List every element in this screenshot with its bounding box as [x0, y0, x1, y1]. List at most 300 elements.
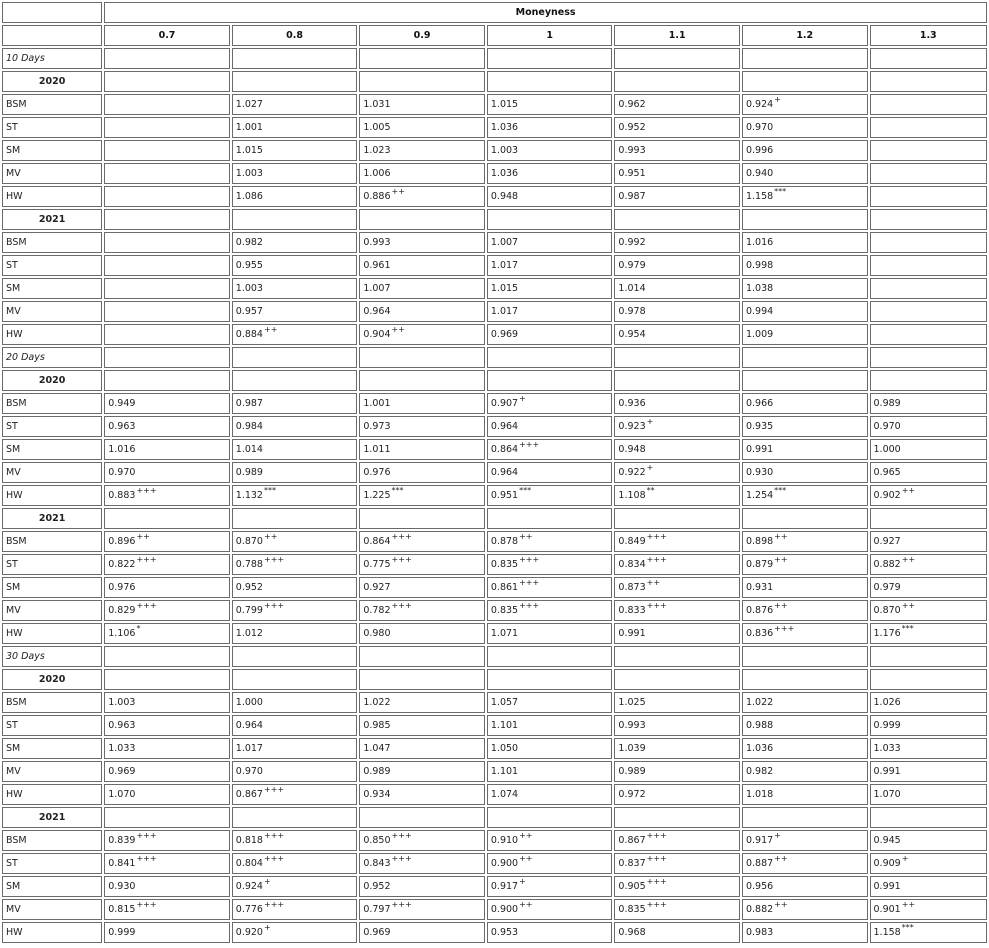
value-cell: 1.033 [870, 738, 987, 759]
model-label: MV [2, 462, 102, 483]
model-label: MV [2, 899, 102, 920]
value-cell: 0.952 [359, 876, 485, 897]
table-row [2, 577, 987, 598]
model-label: MV [2, 301, 102, 322]
value-cell: 1.015 [487, 94, 613, 115]
empty-cell [104, 347, 230, 368]
value-cell: 1.036 [487, 163, 613, 184]
header-moneyness: Moneyness [104, 2, 987, 23]
model-label: ST [2, 853, 102, 874]
value-cell: 1.003 [232, 278, 358, 299]
table-row [2, 163, 987, 184]
value-cell: 0.818+++ [232, 830, 358, 851]
model-label: BSM [2, 393, 102, 414]
value-cell: 1.026 [870, 692, 987, 713]
value-cell: 0.870++ [232, 531, 358, 552]
table-body [2, 48, 987, 943]
value-cell: 0.804+++ [232, 853, 358, 874]
empty-cell [487, 669, 613, 690]
model-label: BSM [2, 94, 102, 115]
table-row [2, 278, 987, 299]
value-cell: 0.864+++ [487, 439, 613, 460]
value-cell: 0.867+++ [614, 830, 740, 851]
value-cell: 0.870++ [870, 600, 987, 621]
value-cell: 1.005 [359, 117, 485, 138]
table-row [2, 623, 987, 644]
value-cell: 0.861+++ [487, 577, 613, 598]
value-cell: 0.985 [359, 715, 485, 736]
empty-cell [104, 71, 230, 92]
table-row [2, 600, 987, 621]
empty-cell [742, 209, 868, 230]
value-cell: 0.989 [232, 462, 358, 483]
table-row [2, 485, 987, 506]
empty-cell [614, 646, 740, 667]
value-cell: 0.970 [742, 117, 868, 138]
value-cell: 0.957 [232, 301, 358, 322]
value-cell: 0.876++ [742, 600, 868, 621]
value-cell: 1.003 [487, 140, 613, 161]
empty-cell [870, 71, 987, 92]
year-label: 2021 [2, 807, 102, 828]
empty-cell [870, 347, 987, 368]
header-col: 1.3 [870, 25, 987, 46]
value-cell [870, 324, 987, 345]
value-cell: 0.849+++ [614, 531, 740, 552]
value-cell: 1.012 [232, 623, 358, 644]
value-cell: 1.023 [359, 140, 485, 161]
value-cell: 0.969 [359, 922, 485, 943]
value-cell: 0.965 [870, 462, 987, 483]
table-row [2, 255, 987, 276]
model-label: ST [2, 117, 102, 138]
value-cell [104, 324, 230, 345]
value-cell: 1.036 [487, 117, 613, 138]
year-label: 2020 [2, 71, 102, 92]
empty-cell [870, 669, 987, 690]
value-cell: 0.989 [614, 761, 740, 782]
empty-cell [487, 48, 613, 69]
table-row [2, 554, 987, 575]
table-row [2, 439, 987, 460]
model-label: BSM [2, 692, 102, 713]
value-cell: 1.015 [487, 278, 613, 299]
table-row [2, 761, 987, 782]
empty-cell [232, 669, 358, 690]
period-row [2, 347, 987, 368]
empty-cell [870, 646, 987, 667]
table-row [2, 393, 987, 414]
value-cell: 0.970 [104, 462, 230, 483]
empty-cell [359, 347, 485, 368]
value-cell: 0.901++ [870, 899, 987, 920]
value-cell: 0.924+ [742, 94, 868, 115]
empty-cell [742, 347, 868, 368]
model-label: ST [2, 715, 102, 736]
value-cell: 0.951*** [487, 485, 613, 506]
table-row [2, 922, 987, 943]
value-cell: 1.158*** [742, 186, 868, 207]
value-cell: 1.027 [232, 94, 358, 115]
value-cell: 1.006 [359, 163, 485, 184]
header-col: 1 [487, 25, 613, 46]
value-cell: 0.969 [487, 324, 613, 345]
empty-cell [742, 508, 868, 529]
value-cell: 0.835+++ [614, 899, 740, 920]
value-cell [104, 278, 230, 299]
empty-cell [614, 669, 740, 690]
value-cell [870, 186, 987, 207]
value-cell: 0.978 [614, 301, 740, 322]
value-cell: 0.973 [359, 416, 485, 437]
value-cell: 0.927 [870, 531, 987, 552]
table-row [2, 186, 987, 207]
value-cell: 0.917+ [487, 876, 613, 897]
value-cell: 1.000 [232, 692, 358, 713]
table-row [2, 94, 987, 115]
value-cell: 0.991 [870, 876, 987, 897]
value-cell: 0.951 [614, 163, 740, 184]
empty-cell [614, 508, 740, 529]
value-cell: 0.994 [742, 301, 868, 322]
empty-cell [870, 209, 987, 230]
value-cell: 0.991 [870, 761, 987, 782]
value-cell: 0.970 [870, 416, 987, 437]
year-row [2, 209, 987, 230]
value-cell: 0.976 [359, 462, 485, 483]
model-label: SM [2, 278, 102, 299]
model-label: MV [2, 163, 102, 184]
year-row [2, 508, 987, 529]
value-cell: 0.776+++ [232, 899, 358, 920]
value-cell: 0.940 [742, 163, 868, 184]
model-label: SM [2, 738, 102, 759]
value-cell: 0.879++ [742, 554, 868, 575]
value-cell: 0.993 [614, 715, 740, 736]
header-corner [2, 2, 102, 23]
value-cell: 0.987 [614, 186, 740, 207]
value-cell: 0.964 [487, 416, 613, 437]
table-row [2, 140, 987, 161]
empty-cell [614, 71, 740, 92]
value-cell: 1.003 [232, 163, 358, 184]
year-row [2, 71, 987, 92]
value-cell: 0.964 [232, 715, 358, 736]
value-cell [104, 140, 230, 161]
table-row [2, 899, 987, 920]
value-cell: 0.945 [870, 830, 987, 851]
value-cell: 0.788+++ [232, 554, 358, 575]
value-cell: 1.022 [359, 692, 485, 713]
value-cell: 0.979 [870, 577, 987, 598]
value-cell [870, 117, 987, 138]
model-label: HW [2, 922, 102, 943]
value-cell: 0.949 [104, 393, 230, 414]
empty-cell [104, 370, 230, 391]
model-label: SM [2, 577, 102, 598]
empty-cell [232, 370, 358, 391]
model-label: ST [2, 255, 102, 276]
value-cell: 0.934 [359, 784, 485, 805]
table-row [2, 117, 987, 138]
model-label: SM [2, 439, 102, 460]
model-label: HW [2, 324, 102, 345]
table-row [2, 324, 987, 345]
value-cell [104, 186, 230, 207]
value-cell: 0.996 [742, 140, 868, 161]
table-row [2, 462, 987, 483]
value-cell: 0.900++ [487, 899, 613, 920]
value-cell: 1.016 [104, 439, 230, 460]
value-cell: 0.970 [232, 761, 358, 782]
value-cell: 0.964 [359, 301, 485, 322]
value-cell: 0.992 [614, 232, 740, 253]
value-cell: 1.106* [104, 623, 230, 644]
value-cell: 0.922+ [614, 462, 740, 483]
table-row [2, 692, 987, 713]
empty-cell [742, 807, 868, 828]
value-cell: 0.969 [104, 761, 230, 782]
value-cell: 0.834+++ [614, 554, 740, 575]
year-label: 2020 [2, 669, 102, 690]
model-label: HW [2, 485, 102, 506]
value-cell: 0.952 [614, 117, 740, 138]
value-cell: 1.038 [742, 278, 868, 299]
value-cell: 0.936 [614, 393, 740, 414]
value-cell: 0.873++ [614, 577, 740, 598]
value-cell: 0.972 [614, 784, 740, 805]
value-cell: 1.074 [487, 784, 613, 805]
value-cell: 0.910++ [487, 830, 613, 851]
value-cell: 0.961 [359, 255, 485, 276]
value-cell [104, 163, 230, 184]
value-cell: 1.003 [104, 692, 230, 713]
value-cell: 0.898++ [742, 531, 868, 552]
value-cell: 1.001 [359, 393, 485, 414]
value-cell: 1.086 [232, 186, 358, 207]
value-cell: 0.998 [742, 255, 868, 276]
header-col: 1.2 [742, 25, 868, 46]
table-row [2, 715, 987, 736]
value-cell: 0.782+++ [359, 600, 485, 621]
value-cell: 0.935 [742, 416, 868, 437]
value-cell: 0.930 [742, 462, 868, 483]
empty-cell [487, 370, 613, 391]
value-cell [870, 94, 987, 115]
empty-cell [614, 48, 740, 69]
value-cell: 0.907+ [487, 393, 613, 414]
value-cell: 0.905+++ [614, 876, 740, 897]
value-cell: 0.843+++ [359, 853, 485, 874]
value-cell: 0.878++ [487, 531, 613, 552]
header-columns-row [2, 25, 987, 46]
period-row [2, 646, 987, 667]
empty-cell [487, 209, 613, 230]
value-cell: 0.900++ [487, 853, 613, 874]
empty-cell [742, 71, 868, 92]
empty-cell [359, 669, 485, 690]
value-cell: 1.022 [742, 692, 868, 713]
empty-cell [232, 646, 358, 667]
empty-cell [614, 209, 740, 230]
model-label: HW [2, 784, 102, 805]
value-cell: 0.923+ [614, 416, 740, 437]
empty-cell [742, 646, 868, 667]
header-col: 0.9 [359, 25, 485, 46]
value-cell: 0.927 [359, 577, 485, 598]
value-cell: 0.850+++ [359, 830, 485, 851]
value-cell: 1.070 [104, 784, 230, 805]
value-cell: 1.014 [232, 439, 358, 460]
value-cell: 1.015 [232, 140, 358, 161]
value-cell: 0.839+++ [104, 830, 230, 851]
value-cell: 0.989 [870, 393, 987, 414]
value-cell: 1.132*** [232, 485, 358, 506]
empty-cell [614, 347, 740, 368]
value-cell: 0.797+++ [359, 899, 485, 920]
value-cell: 1.033 [104, 738, 230, 759]
value-cell: 0.954 [614, 324, 740, 345]
value-cell: 0.924+ [232, 876, 358, 897]
table-row [2, 531, 987, 552]
period-row [2, 48, 987, 69]
year-label: 2021 [2, 209, 102, 230]
year-row [2, 807, 987, 828]
value-cell [870, 163, 987, 184]
value-cell: 0.799+++ [232, 600, 358, 621]
empty-cell [104, 669, 230, 690]
value-cell: 0.982 [232, 232, 358, 253]
value-cell: 0.979 [614, 255, 740, 276]
value-cell: 0.882++ [870, 554, 987, 575]
empty-cell [104, 807, 230, 828]
model-label: SM [2, 876, 102, 897]
empty-cell [614, 370, 740, 391]
value-cell: 0.982 [742, 761, 868, 782]
empty-cell [487, 508, 613, 529]
model-label: MV [2, 761, 102, 782]
value-cell: 1.011 [359, 439, 485, 460]
value-cell: 1.017 [232, 738, 358, 759]
value-cell: 0.822+++ [104, 554, 230, 575]
header-group-row [2, 2, 987, 23]
empty-cell [359, 71, 485, 92]
header-col: 0.8 [232, 25, 358, 46]
value-cell: 1.050 [487, 738, 613, 759]
empty-cell [104, 209, 230, 230]
empty-cell [742, 370, 868, 391]
period-label: 30 Days [2, 646, 102, 667]
value-cell [870, 301, 987, 322]
value-cell: 0.952 [232, 577, 358, 598]
empty-cell [870, 508, 987, 529]
empty-cell [232, 48, 358, 69]
value-cell: 0.829+++ [104, 600, 230, 621]
value-cell: 1.018 [742, 784, 868, 805]
empty-cell [870, 48, 987, 69]
model-label: BSM [2, 232, 102, 253]
value-cell [104, 301, 230, 322]
value-cell: 1.017 [487, 301, 613, 322]
value-cell: 0.917+ [742, 830, 868, 851]
year-label: 2020 [2, 370, 102, 391]
empty-cell [614, 807, 740, 828]
value-cell: 0.815+++ [104, 899, 230, 920]
value-cell: 0.867+++ [232, 784, 358, 805]
value-cell: 0.993 [614, 140, 740, 161]
table-row [2, 784, 987, 805]
value-cell: 0.963 [104, 715, 230, 736]
value-cell [104, 232, 230, 253]
value-cell: 0.902++ [870, 485, 987, 506]
period-label: 20 Days [2, 347, 102, 368]
value-cell: 0.835+++ [487, 554, 613, 575]
value-cell: 1.036 [742, 738, 868, 759]
empty-cell [487, 646, 613, 667]
empty-cell [359, 48, 485, 69]
period-label: 10 Days [2, 48, 102, 69]
empty-cell [742, 48, 868, 69]
value-cell: 0.955 [232, 255, 358, 276]
model-label: HW [2, 623, 102, 644]
table-row [2, 853, 987, 874]
value-cell: 1.071 [487, 623, 613, 644]
table-row [2, 301, 987, 322]
empty-cell [232, 71, 358, 92]
model-label: BSM [2, 830, 102, 851]
table-row [2, 416, 987, 437]
value-cell: 0.930 [104, 876, 230, 897]
value-cell: 0.980 [359, 623, 485, 644]
value-cell: 1.039 [614, 738, 740, 759]
empty-cell [487, 347, 613, 368]
value-cell: 0.884++ [232, 324, 358, 345]
value-cell: 0.904++ [359, 324, 485, 345]
value-cell: 1.047 [359, 738, 485, 759]
value-cell: 0.836+++ [742, 623, 868, 644]
value-cell [870, 255, 987, 276]
value-cell: 0.841+++ [104, 853, 230, 874]
value-cell: 0.920+ [232, 922, 358, 943]
value-cell: 0.896++ [104, 531, 230, 552]
value-cell: 0.775+++ [359, 554, 485, 575]
value-cell: 0.976 [104, 577, 230, 598]
value-cell [104, 94, 230, 115]
value-cell: 1.070 [870, 784, 987, 805]
value-cell: 1.000 [870, 439, 987, 460]
value-cell: 1.057 [487, 692, 613, 713]
value-cell [870, 232, 987, 253]
table-row [2, 830, 987, 851]
value-cell: 1.254*** [742, 485, 868, 506]
value-cell: 0.833+++ [614, 600, 740, 621]
model-label: MV [2, 600, 102, 621]
value-cell: 0.837+++ [614, 853, 740, 874]
value-cell: 0.948 [487, 186, 613, 207]
value-cell: 1.007 [487, 232, 613, 253]
model-label: ST [2, 416, 102, 437]
empty-cell [359, 370, 485, 391]
empty-cell [232, 508, 358, 529]
empty-cell [232, 807, 358, 828]
value-cell: 0.886++ [359, 186, 485, 207]
value-cell: 0.999 [104, 922, 230, 943]
value-cell: 1.016 [742, 232, 868, 253]
value-cell: 0.993 [359, 232, 485, 253]
empty-cell [742, 669, 868, 690]
model-label: SM [2, 140, 102, 161]
value-cell: 0.968 [614, 922, 740, 943]
